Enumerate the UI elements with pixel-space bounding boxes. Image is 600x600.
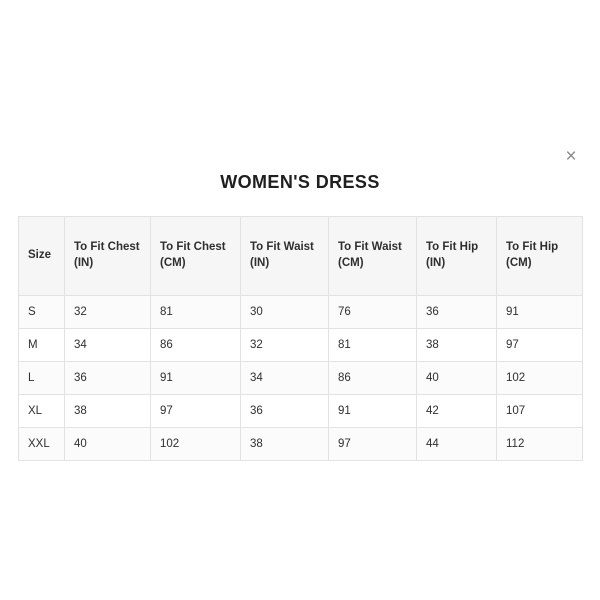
cell-waist-in: 32: [241, 329, 329, 362]
cell-size: M: [19, 329, 65, 362]
size-chart-table-container: [18, 216, 582, 461]
table-header: [19, 217, 583, 296]
column-header-hip-in: To Fit Hip (IN): [417, 217, 497, 296]
column-header-waist-in: To Fit Waist (IN): [241, 217, 329, 296]
cell-hip-cm: 102: [497, 362, 583, 395]
cell-waist-in: 36: [241, 395, 329, 428]
table-row: [19, 362, 583, 395]
cell-chest-in: 38: [65, 395, 151, 428]
cell-waist-in: 30: [241, 296, 329, 329]
cell-chest-cm: 86: [151, 329, 241, 362]
column-header-hip-cm: To Fit Hip (CM): [497, 217, 583, 296]
cell-chest-cm: 97: [151, 395, 241, 428]
cell-waist-cm: 81: [329, 329, 417, 362]
table-row: [19, 428, 583, 461]
cell-chest-cm: 91: [151, 362, 241, 395]
cell-hip-in: 42: [417, 395, 497, 428]
column-header-chest-in: To Fit Chest (IN): [65, 217, 151, 296]
column-header-waist-cm: To Fit Waist (CM): [329, 217, 417, 296]
column-header-size: Size: [19, 217, 65, 296]
cell-hip-in: 38: [417, 329, 497, 362]
cell-size: XXL: [19, 428, 65, 461]
page-title: WOMEN'S DRESS: [220, 172, 380, 192]
cell-waist-cm: 76: [329, 296, 417, 329]
cell-chest-in: 34: [65, 329, 151, 362]
table-row: [19, 296, 583, 329]
table-row: [19, 395, 583, 428]
cell-waist-cm: 91: [329, 395, 417, 428]
cell-hip-in: 36: [417, 296, 497, 329]
cell-chest-cm: 81: [151, 296, 241, 329]
cell-size: S: [19, 296, 65, 329]
table-body: [19, 296, 583, 461]
cell-size: L: [19, 362, 65, 395]
cell-waist-cm: 97: [329, 428, 417, 461]
cell-hip-cm: 97: [497, 329, 583, 362]
cell-waist-in: 34: [241, 362, 329, 395]
cell-hip-cm: 112: [497, 428, 583, 461]
cell-waist-in: 38: [241, 428, 329, 461]
cell-chest-cm: 102: [151, 428, 241, 461]
cell-hip-cm: 107: [497, 395, 583, 428]
cell-hip-in: 40: [417, 362, 497, 395]
cell-chest-in: 36: [65, 362, 151, 395]
cell-chest-in: 40: [65, 428, 151, 461]
close-icon[interactable]: ×: [560, 146, 582, 168]
cell-size: XL: [19, 395, 65, 428]
cell-hip-cm: 91: [497, 296, 583, 329]
table-row: [19, 329, 583, 362]
column-header-chest-cm: To Fit Chest (CM): [151, 217, 241, 296]
size-chart-table: [18, 216, 583, 461]
cell-hip-in: 44: [417, 428, 497, 461]
cell-waist-cm: 86: [329, 362, 417, 395]
table-header-row: [19, 217, 583, 296]
cell-chest-in: 32: [65, 296, 151, 329]
